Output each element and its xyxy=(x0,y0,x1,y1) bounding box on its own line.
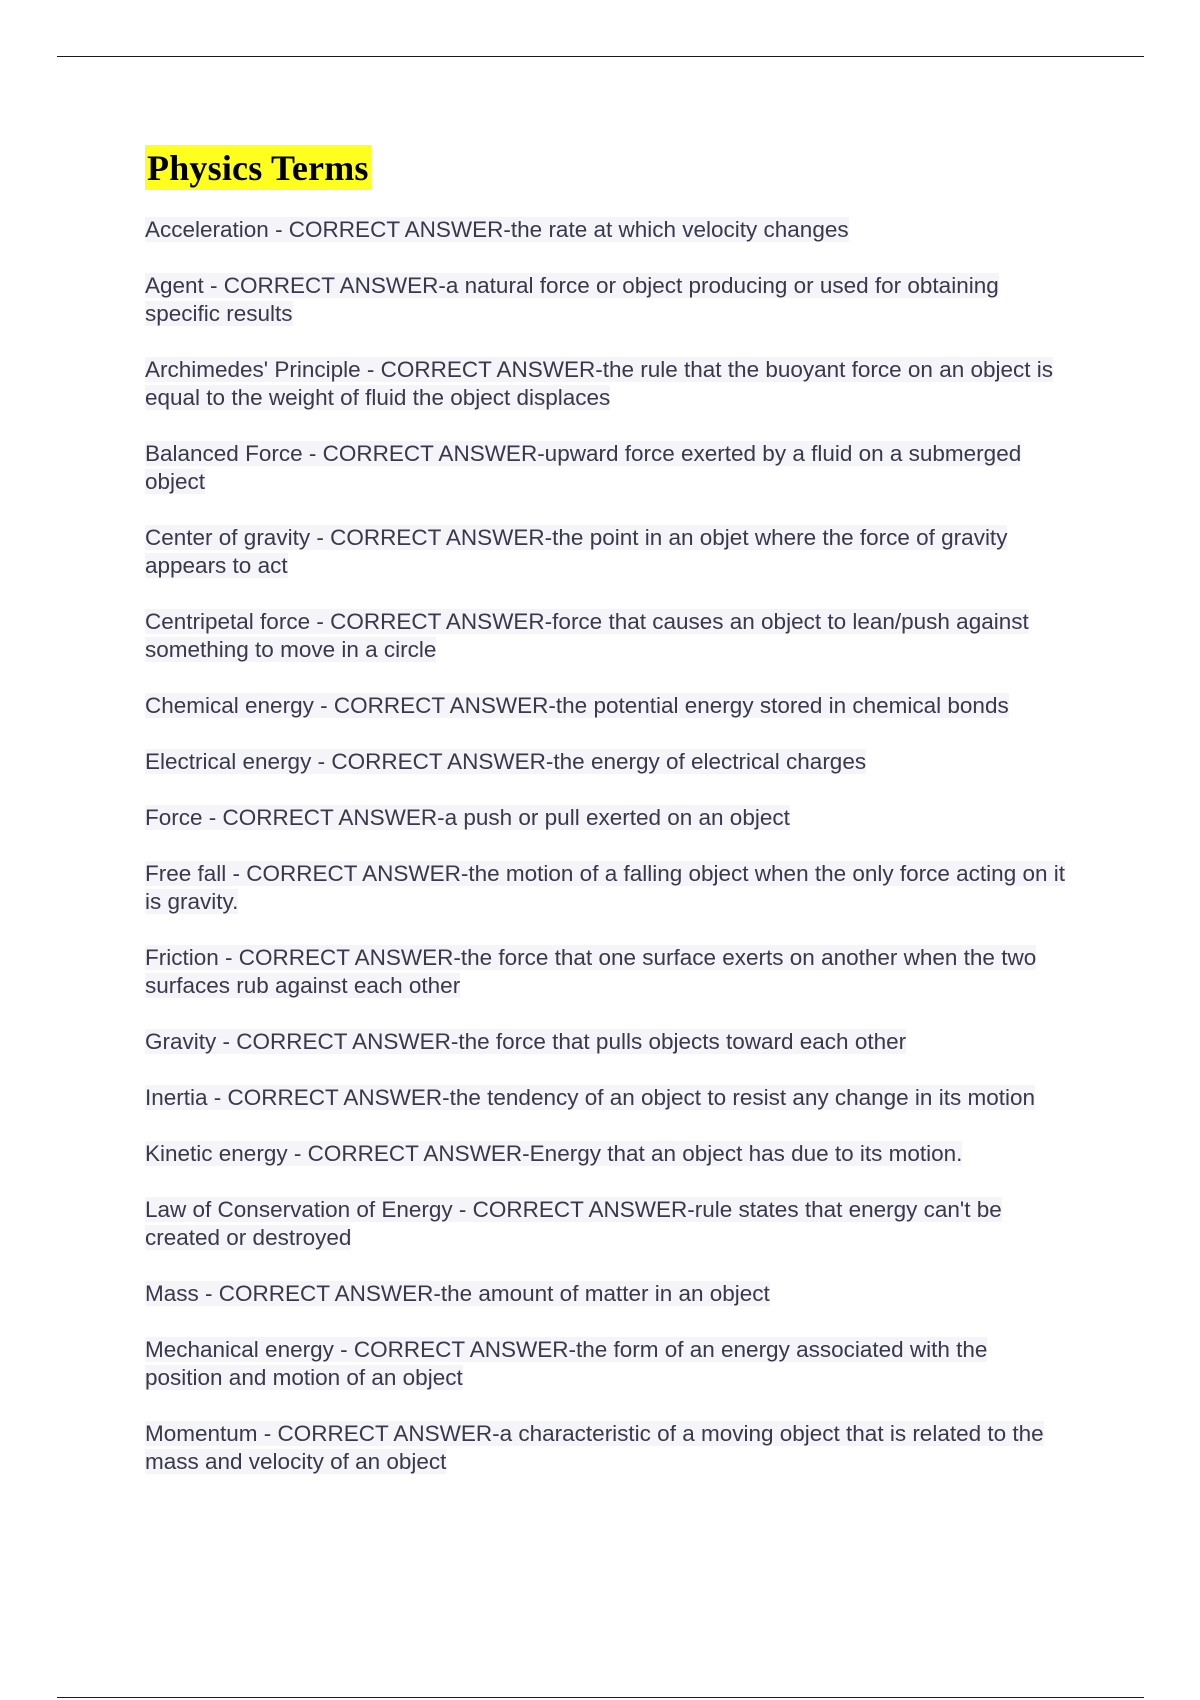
term-text: Mechanical energy - CORRECT ANSWER-the form of an energy associated with the position and motion of an object xyxy=(145,1337,988,1390)
header-rule xyxy=(57,56,1144,57)
term-item xyxy=(145,692,1065,720)
term-item xyxy=(145,608,1065,664)
term-item xyxy=(145,356,1065,412)
term-text: Momentum - CORRECT ANSWER-a characteristic of a moving object that is related to the mass and velocity of an object xyxy=(145,1421,1044,1474)
term-text: Chemical energy - CORRECT ANSWER-the potential energy stored in chemical bonds xyxy=(145,693,1009,718)
term-text: Archimedes' Principle - CORRECT ANSWER-the rule that the buoyant force on an object is equal to the weight of fluid the object displaces xyxy=(145,357,1054,410)
term-text: Center of gravity - CORRECT ANSWER-the point in an objet where the force of gravity appears to act xyxy=(145,525,1008,578)
term-item xyxy=(145,1336,1065,1392)
term-item xyxy=(145,1196,1065,1252)
term-item xyxy=(145,216,1065,244)
term-text: Centripetal force - CORRECT ANSWER-force that causes an object to lean/push against something to move in a circle xyxy=(145,609,1029,662)
term-text: Acceleration - CORRECT ANSWER-the rate at which velocity changes xyxy=(145,217,849,242)
term-text: Balanced Force - CORRECT ANSWER-upward force exerted by a fluid on a submerged object xyxy=(145,441,1022,494)
term-item xyxy=(145,748,1065,776)
term-item xyxy=(145,1140,1065,1168)
term-item xyxy=(145,524,1065,580)
term-item xyxy=(145,1084,1065,1112)
term-item xyxy=(145,1028,1065,1056)
term-text: Law of Conservation of Energy - CORRECT ANSWER-rule states that energy can't be created or destroyed xyxy=(145,1197,1002,1250)
term-item xyxy=(145,1420,1065,1476)
term-text: Friction - CORRECT ANSWER-the force that one surface exerts on another when the two surfaces rub against each other xyxy=(145,945,1037,998)
term-text: Agent - CORRECT ANSWER-a natural force or object producing or used for obtaining specific results xyxy=(145,273,999,326)
term-item xyxy=(145,860,1065,916)
term-item xyxy=(145,272,1065,328)
term-text: Gravity - CORRECT ANSWER-the force that pulls objects toward each other xyxy=(145,1029,907,1054)
term-text: Force - CORRECT ANSWER-a push or pull exerted on an object xyxy=(145,805,790,830)
term-text: Free fall - CORRECT ANSWER-the motion of a falling object when the only force acting on it is gravity. xyxy=(145,861,1065,914)
footer-rule xyxy=(57,1697,1144,1698)
term-text: Mass - CORRECT ANSWER-the amount of matter in an object xyxy=(145,1281,770,1306)
term-text: Kinetic energy - CORRECT ANSWER-Energy that an object has due to its motion. xyxy=(145,1141,963,1166)
term-item xyxy=(145,944,1065,1000)
terms-list xyxy=(145,216,1065,1504)
page-title: Physics Terms xyxy=(145,145,371,190)
term-text: Electrical energy - CORRECT ANSWER-the energy of electrical charges xyxy=(145,749,867,774)
term-text: Inertia - CORRECT ANSWER-the tendency of an object to resist any change in its motion xyxy=(145,1085,1035,1110)
title-block xyxy=(145,145,371,190)
term-item xyxy=(145,1280,1065,1308)
term-item xyxy=(145,804,1065,832)
term-item xyxy=(145,440,1065,496)
